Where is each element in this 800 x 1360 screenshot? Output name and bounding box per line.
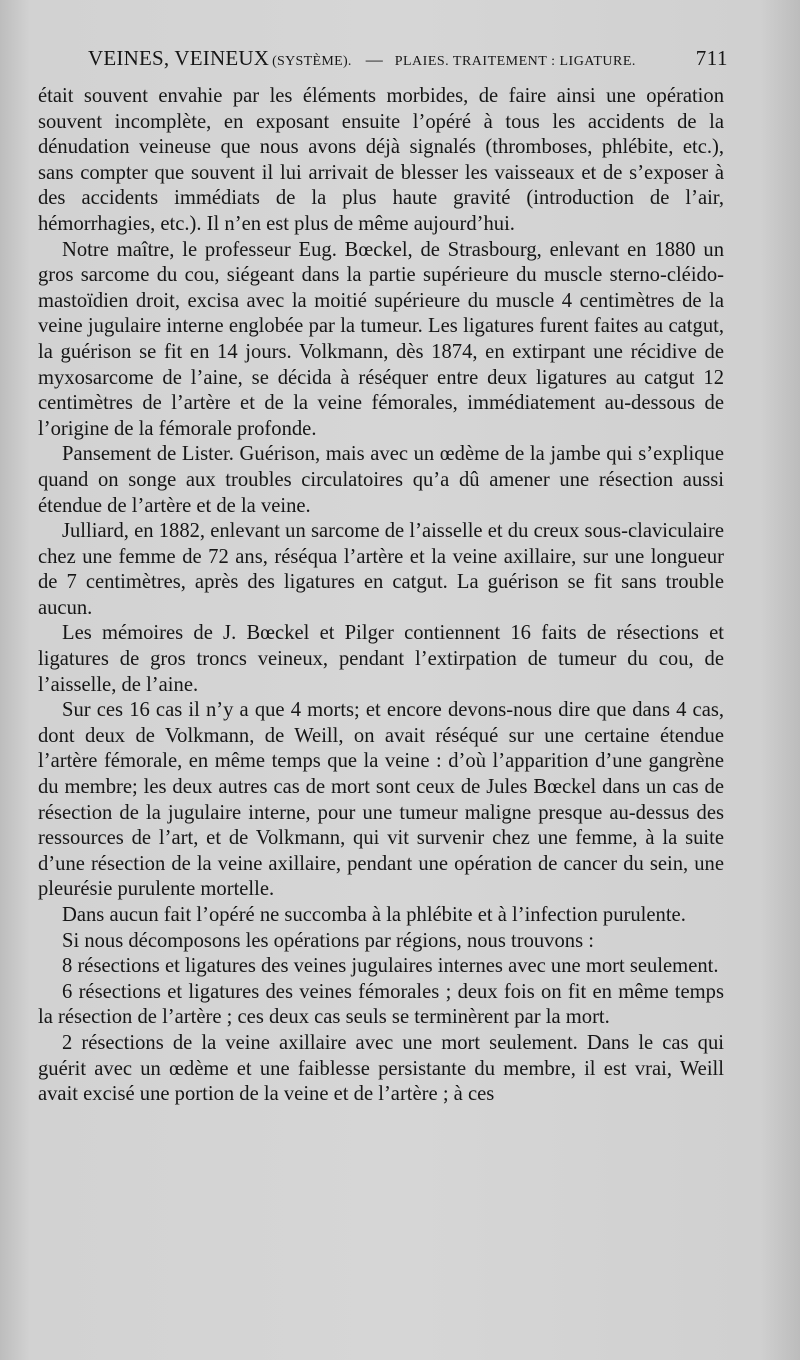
paragraph-9: 8 résections et ligatures des veines jugulaires internes avec une mort seulement. (62, 955, 719, 978)
paragraph-7: Dans aucun fait l’opéré ne succomba à la phlébite et à l’infection purulente. (62, 904, 686, 926)
running-header (88, 46, 728, 76)
paragraph-10: 6 résections et ligatures des veines fémorales ; deux fois on fit en même temps la résection de l’artère ; ces deux cas seuls se terminèrent par la mort. (38, 980, 724, 1029)
paragraph-4: Julliard, en 1882, enlevant un sarcome de l’aisselle et du creux sous-claviculaire chez une femme de 72 ans, réséqua l’artère et la veine axillaire, sur une longueur de 7 centimètres, après des ligatures en catgut. La guérison se fit sans trouble aucun. (38, 520, 724, 619)
paragraph-3: Pansement de Lister. Guérison, mais avec un œdème de la jambe qui s’explique quand on songe aux troubles circulatoires qu’a dû amener une résection aussi étendue de l’artère et de la veine. (38, 443, 724, 517)
page-number: 711 (695, 46, 728, 70)
header-title: VEINES, VEINEUX (88, 46, 270, 70)
paragraph-6: Sur ces 16 cas il n’y a que 4 morts; et encore devons-nous dire que dans 4 cas, dont deux de Volkmann, de Weill, on avait réséqué sur une certaine étendue l’artère fémorale, en même temps que la veine : d’où l’apparition d’une gangrène du membre; les deux autres cas de mort sont ceux de Jules Bœckel dans un cas de résection de la jugulaire interne, pour une tumeur maligne presque au-dessus des ressources de l’art, et de Volkmann, qui vit survenir chez une femme, à la suite d’une résection de la veine axillaire, pendant une opération de cancer du sein, une pleurésie purulente mortelle. (38, 699, 724, 901)
header-section: PLAIES. TRAITEMENT : LIGATURE. (394, 54, 636, 69)
paragraph-8: Si nous décomposons les opérations par régions, nous trouvons : (62, 929, 594, 952)
paragraph-1: était souvent envahie par les éléments morbides, de faire ainsi une opération souvent incomplète, en exposant ensuite l’opéré à tous les accidents de la dénudation veineuse que nous avons déjà signalés (thromboses, phlébite, etc.), sans compter que souvent il lui arrivait de blesser les vaisseaux et de s’exposer à des accidents immédiats de la plus haute gravité (introduction de l’air, hémorrhagies, etc.). Il n’en est plus de même aujourd’hui. (38, 85, 724, 235)
paragraph-2: Notre maître, le professeur Eug. Bœckel, de Strasbourg, enlevant en 1880 un gros sarcome du cou, siégeant dans la partie supérieure du muscle sterno-cléido-mastoïdien droit, excisa avec la moitié supérieure du muscle 4 centimètres de la veine jugulaire interne englobée par la tumeur. Les ligatures furent faites au catgut, la guérison se fit en 14 jours. Volkmann, dès 1874, en extirpant une récidive de myxosarcome de l’aine, se décida à réséquer entre deux ligatures au catgut 12 centimètres de l’artère et de la veine fémorales, immédiatement au-dessous de l’origine de la fémorale profonde. (38, 238, 724, 440)
header-system: (SYSTÈME). (272, 54, 352, 69)
paragraph-5: Les mémoires de J. Bœckel et Pilger contiennent 16 faits de résections et ligatures de gros troncs veineux, pendant l’extirpation de tumeur du cou, de l’aisselle, de l’aine. (38, 622, 724, 696)
header-dash: — (365, 50, 383, 69)
paragraph-11: 2 résections de la veine axillaire avec une mort seulement. Dans le cas qui guérit avec un œdème et une faiblesse persistante du membre, il est vrai, Weill avait excisé une portion de la veine et de l’artère ; à ces (38, 1031, 724, 1106)
body-text (38, 84, 724, 1108)
